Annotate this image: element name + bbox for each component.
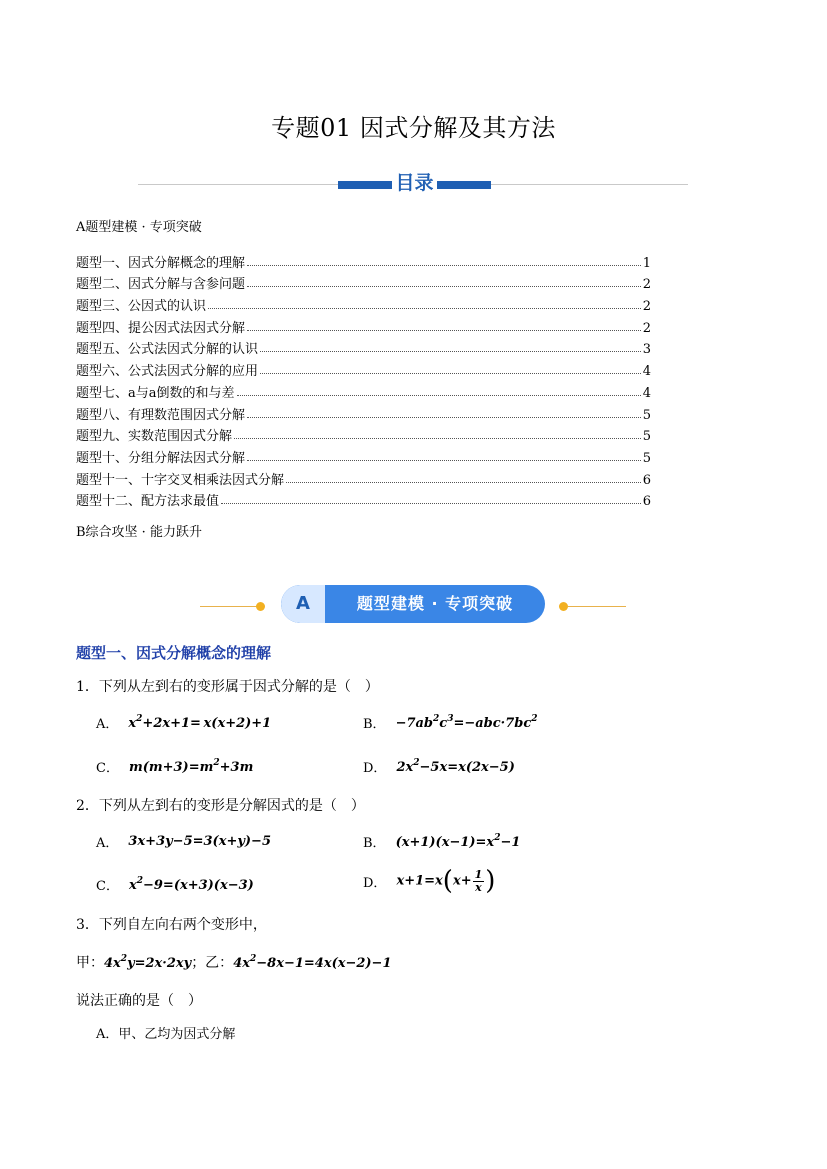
- toc-item[interactable]: [76, 379, 651, 401]
- toc-section-a: A题型建模 · 专项突破: [76, 220, 202, 235]
- toc-item-page: 3: [642, 342, 651, 358]
- toc-item[interactable]: [76, 336, 651, 358]
- toc-item[interactable]: [76, 423, 651, 445]
- toc-item-text: 题型四、提公因式法因式分解: [76, 320, 246, 336]
- yi-label: ；乙：: [191, 955, 234, 971]
- toc-item-text: 题型五、公式法因式分解的认识: [76, 342, 259, 358]
- toc-leader-dots: [247, 265, 641, 266]
- banner-dot-right: [559, 602, 568, 611]
- toc-item-page: 2: [642, 320, 651, 336]
- toc-leader-dots: [247, 417, 641, 418]
- toc-item[interactable]: [76, 466, 651, 488]
- formula: $x^2+2x+1= x(x+2)+1$: [128, 714, 272, 731]
- option-label: C．: [96, 761, 119, 776]
- question-3-ask: 说法正确的是（ ）: [76, 993, 202, 1009]
- q1-option-a: [96, 713, 271, 732]
- toc-item-page: 5: [642, 407, 651, 423]
- toc-item-text: 题型三、公因式的认识: [76, 299, 207, 315]
- toc-leader-dots: [208, 308, 641, 309]
- toc-leader-dots: [247, 460, 641, 461]
- formula: x+1=x(x+ $\frac{1}{x}$ ): [396, 866, 496, 896]
- toc-item-text: 题型一、因式分解概念的理解: [76, 255, 246, 271]
- toc-leader-dots: [247, 330, 641, 331]
- toc-heading: 目录: [392, 168, 437, 195]
- toc-item-text: 题型九、实数范围因式分解: [76, 429, 233, 445]
- q3-statements: [76, 952, 392, 972]
- formula-jia: $4x^2y=2x\cdot 2xy$: [104, 953, 192, 971]
- toc-item[interactable]: [76, 314, 651, 336]
- toc-item[interactable]: [76, 249, 651, 271]
- option-label: A．: [96, 717, 119, 732]
- toc-item-page: 6: [642, 494, 651, 510]
- option-label: D．: [363, 761, 387, 776]
- option-label: B．: [363, 836, 386, 851]
- toc-item[interactable]: [76, 292, 651, 314]
- banner-letter: A: [281, 585, 325, 623]
- toc-item-text: 题型六、公式法因式分解的应用: [76, 364, 259, 380]
- page-title: 专题01 因式分解及其方法: [271, 114, 556, 142]
- formula: $2x^2-5x=x(2x-5)$: [396, 758, 515, 775]
- q3-option-a: A．甲、乙均为因式分解: [96, 1027, 236, 1042]
- toc-leader-dots: [234, 438, 641, 439]
- q1-option-b: [363, 713, 538, 732]
- q1-option-c: [96, 757, 253, 776]
- toc-item-page: 5: [642, 450, 651, 466]
- option-label: D．: [363, 875, 387, 891]
- toc-item-page: 5: [642, 429, 651, 445]
- banner-dot-left: [256, 602, 265, 611]
- q2-option-b: [363, 832, 520, 851]
- toc-item-page: 2: [642, 277, 651, 293]
- toc-item[interactable]: [76, 444, 651, 466]
- q2-option-c: [96, 875, 254, 894]
- banner-text: 题型建模 · 专项突破: [356, 594, 514, 613]
- toc-item-page: 6: [642, 472, 651, 488]
- toc-item[interactable]: [76, 357, 651, 379]
- toc-leader-dots: [260, 373, 641, 374]
- toc-item[interactable]: [76, 488, 651, 510]
- banner-line-right: [568, 606, 626, 607]
- toc-bar-right: [437, 181, 491, 189]
- question-1-stem: 1．下列从左到右的变形属于因式分解的是（ ）: [76, 679, 379, 695]
- formula: $x^2-9=(x+3)(x-3)$: [128, 876, 254, 893]
- section-banner: [281, 585, 545, 623]
- toc-item[interactable]: [76, 401, 651, 423]
- section-heading: 题型一、因式分解概念的理解: [76, 644, 272, 662]
- toc-leader-dots: [260, 351, 641, 352]
- toc-leader-dots: [247, 286, 641, 287]
- jia-label: 甲：: [76, 955, 104, 971]
- toc-item-text: 题型二、因式分解与含参问题: [76, 277, 246, 293]
- toc-leader-dots: [221, 503, 641, 504]
- toc-bar-left: [338, 181, 392, 189]
- toc-item-text: 题型八、有理数范围因式分解: [76, 407, 246, 423]
- q1-option-d: [363, 757, 515, 776]
- toc-section-b: B综合攻坚 · 能力跃升: [76, 525, 202, 540]
- formula-yi: $4x^2-8x-1=4x(x-2)-1$: [233, 953, 392, 971]
- question-2-stem: 2．下列从左到右的变形是分解因式的是（ ）: [76, 798, 365, 814]
- toc-item-text: 题型十、分组分解法因式分解: [76, 450, 246, 466]
- formula: $m(m+3)=m^2+3m$: [128, 758, 254, 775]
- toc-item-text: 题型十二、配方法求最值: [76, 494, 220, 510]
- toc-item-page: 1: [642, 255, 651, 271]
- toc-list: [76, 249, 651, 509]
- toc-item-page: 4: [642, 364, 651, 380]
- q2-option-a: [96, 832, 271, 851]
- question-3-stem: 3．下列自左向右两个变形中，: [76, 917, 267, 933]
- toc-item-text: 题型七、a与a倒数的和与差: [76, 385, 235, 401]
- option-label: A．: [96, 836, 119, 851]
- q2-option-d: [363, 866, 495, 896]
- toc-item[interactable]: [76, 271, 651, 293]
- toc-leader-dots: [286, 482, 641, 483]
- toc-item-page: 4: [642, 385, 651, 401]
- option-label: B．: [363, 717, 386, 732]
- formula: 3x+3y−5=3(x+y)−5: [128, 834, 271, 849]
- toc-item-page: 2: [642, 299, 651, 315]
- banner-line-left: [200, 606, 258, 607]
- formula: $-7ab^2c^3=-abc\cdot 7bc^2$: [395, 714, 538, 731]
- toc-leader-dots: [237, 395, 641, 396]
- formula: $(x+1)(x-1)=x^2-1$: [395, 833, 521, 850]
- option-label: C．: [96, 879, 119, 894]
- toc-item-text: 题型十一、十字交叉相乘法因式分解: [76, 472, 285, 488]
